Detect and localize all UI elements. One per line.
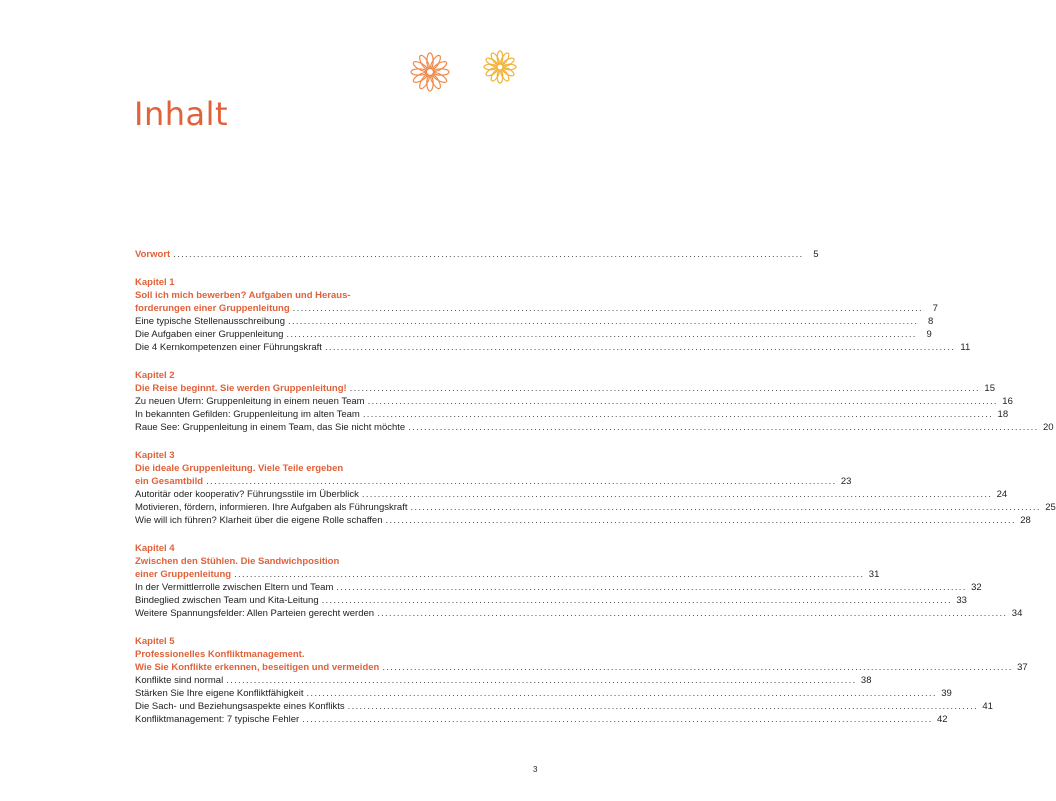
chapter-label: Kapitel 4 <box>135 543 175 554</box>
toc-chapter <box>135 635 1028 726</box>
toc-entry[interactable] <box>135 594 967 607</box>
toc-entry-label: Wie will ich führen? Klarheit über die eigene Rolle schaffen <box>135 515 383 526</box>
toc-entry-label: In bekannten Gefilden: Gruppenleitung im alten Team <box>135 409 360 420</box>
toc-entry[interactable] <box>135 514 1031 527</box>
chapter-title-entry[interactable] <box>135 382 995 395</box>
toc-vorwort <box>135 248 819 261</box>
toc-entry-label: Konflikte sind normal <box>135 675 224 686</box>
toc-entry-label: forderungen einer Gruppenleitung <box>135 303 290 314</box>
toc-entry-page: 18 <box>997 409 1009 420</box>
leader-dots: ................................................................................................................................................................ <box>226 675 857 686</box>
toc-entry[interactable] <box>135 328 932 341</box>
leader-dots: ................................................................................................................................................................ <box>173 249 804 260</box>
toc-entry[interactable] <box>135 501 1056 514</box>
toc-entry-page: 42 <box>936 714 948 725</box>
chapter-title-entry[interactable] <box>135 475 852 488</box>
page-number: 3 <box>533 765 538 774</box>
toc-entry[interactable] <box>135 408 1009 421</box>
leader-dots: ................................................................................................................................................................ <box>306 688 937 699</box>
toc-entry-label: In der Vermittlerrolle zwischen Eltern und Team <box>135 582 334 593</box>
toc-entry-page: 20 <box>1042 422 1054 433</box>
leader-dots: ................................................................................................................................................................ <box>292 303 923 314</box>
leader-dots: ................................................................................................................................................................ <box>302 714 933 725</box>
toc-entry-label: Vorwort <box>135 249 171 260</box>
toc-entry-page: 23 <box>840 476 852 487</box>
leader-dots: ................................................................................................................................................................ <box>321 595 952 606</box>
page-title: Inhalt <box>134 95 229 133</box>
toc-entry-label: Die Aufgaben einer Gruppenleitung <box>135 329 284 340</box>
flower-icon <box>484 51 516 83</box>
toc-entry-page: 33 <box>956 595 967 606</box>
leader-dots: ................................................................................................................................................................ <box>324 342 956 353</box>
chapter-title-line: Zwischen den Stühlen. Die Sandwichposition <box>135 556 340 567</box>
toc-entry-label: Motivieren, fördern, informieren. Ihre Aufgaben als Führungskraft <box>135 502 408 513</box>
toc-entry[interactable] <box>135 713 948 726</box>
toc-entry-label: Weitere Spannungsfelder: Allen Parteien gerecht werden <box>135 608 375 619</box>
toc-entry-label: Raue See: Gruppenleitung in einem Team, das Sie nicht möchte <box>135 422 406 433</box>
toc-entry[interactable] <box>135 687 952 700</box>
toc-entry[interactable] <box>135 341 971 354</box>
toc-entry-page: 34 <box>1011 608 1023 619</box>
toc-entry-label: Stärken Sie Ihre eigene Konfliktfähigkeit <box>135 688 304 699</box>
toc-entry[interactable] <box>135 248 819 261</box>
chapter-title-entry[interactable] <box>135 302 938 315</box>
chapter-title-line: Die ideale Gruppenleitung. Viele Teile ergeben <box>135 463 344 474</box>
leader-dots: ................................................................................................................................................................ <box>361 489 993 500</box>
leader-dots: ................................................................................................................................................................ <box>287 316 919 327</box>
leader-dots: ................................................................................................................................................................ <box>286 329 917 340</box>
toc-entry-label: Die 4 Kernkompetenzen einer Führungskraft <box>135 342 322 353</box>
leader-dots: ................................................................................................................................................................ <box>347 701 978 712</box>
toc-entry-page: 39 <box>941 688 952 699</box>
toc-entry-page: 24 <box>996 489 1008 500</box>
leader-dots: ................................................................................................................................................................ <box>385 515 1016 526</box>
leader-dots: ................................................................................................................................................................ <box>382 662 1013 673</box>
toc-entry-page: 8 <box>928 316 934 327</box>
toc-chapters <box>135 276 1056 726</box>
toc-entry-page: 5 <box>813 249 819 260</box>
toc-entry-label: Bindeglied zwischen Team und Kita-Leitung <box>135 595 319 606</box>
table-of-contents <box>135 248 1056 741</box>
leader-dots: ................................................................................................................................................................ <box>234 569 865 580</box>
toc-entry[interactable] <box>135 700 993 713</box>
flower-icon <box>411 53 449 91</box>
toc-entry[interactable] <box>135 607 1023 620</box>
toc-entry-page: 16 <box>1002 396 1013 407</box>
toc-entry-page: 25 <box>1045 502 1056 513</box>
toc-entry-label: einer Gruppenleitung <box>135 569 232 580</box>
chapter-label: Kapitel 3 <box>135 450 175 461</box>
toc-entry-label: Eine typische Stellenausschreibung <box>135 316 285 327</box>
toc-entry[interactable] <box>135 674 872 687</box>
chapter-title-line: Professionelles Konfliktmanagement. <box>135 649 305 660</box>
toc-entry-label: Autoritär oder kooperativ? Führungsstile im Überblick <box>135 489 359 500</box>
leader-dots: ................................................................................................................................................................ <box>336 582 967 593</box>
toc-chapter <box>135 276 971 354</box>
leader-dots: ................................................................................................................................................................ <box>362 409 994 420</box>
flower-decoration <box>0 0 572 150</box>
chapter-title-line: Soll ich mich bewerben? Aufgaben und Heraus- <box>135 290 351 301</box>
leader-dots: ................................................................................................................................................................ <box>408 422 1039 433</box>
toc-entry-label: Konfliktmanagement: 7 typische Fehler <box>135 714 300 725</box>
leader-dots: ................................................................................................................................................................ <box>377 608 1008 619</box>
toc-entry-label: Zu neuen Ufern: Gruppenleitung in einem neuen Team <box>135 396 365 407</box>
toc-entry-label: Wie Sie Konflikte erkennen, beseitigen und vermeiden <box>135 662 380 673</box>
chapter-label: Kapitel 1 <box>135 277 175 288</box>
toc-entry-page: 37 <box>1017 662 1028 673</box>
leader-dots: ................................................................................................................................................................ <box>367 396 998 407</box>
chapter-label: Kapitel 2 <box>135 370 175 381</box>
chapter-title-entry[interactable] <box>135 568 880 581</box>
toc-chapter <box>135 449 1056 527</box>
toc-entry-label: Die Reise beginnt. Sie werden Gruppenleitung! <box>135 383 347 394</box>
toc-entry-page: 11 <box>960 342 971 353</box>
toc-entry-page: 7 <box>932 303 938 314</box>
toc-entry-label: ein Gesamtbild <box>135 476 204 487</box>
chapter-label: Kapitel 5 <box>135 636 175 647</box>
toc-chapter <box>135 369 1054 434</box>
toc-entry[interactable] <box>135 581 982 594</box>
leader-dots: ................................................................................................................................................................ <box>410 502 1041 513</box>
toc-entry-label: Die Sach- und Beziehungsaspekte eines Konflikts <box>135 701 345 712</box>
toc-entry-page: 31 <box>868 569 880 580</box>
toc-entry[interactable] <box>135 315 934 328</box>
toc-entry-page: 32 <box>971 582 982 593</box>
toc-entry-page: 28 <box>1020 515 1031 526</box>
chapter-title-entry[interactable] <box>135 661 1028 674</box>
toc-chapter <box>135 542 1023 620</box>
toc-entry[interactable] <box>135 488 1008 501</box>
leader-dots: ................................................................................................................................................................ <box>206 476 837 487</box>
toc-entry-page: 41 <box>982 701 993 712</box>
toc-entry[interactable] <box>135 421 1054 434</box>
toc-entry[interactable] <box>135 395 1013 408</box>
leader-dots: ................................................................................................................................................................ <box>349 383 980 394</box>
toc-entry-page: 15 <box>984 383 995 394</box>
toc-entry-page: 9 <box>926 329 932 340</box>
toc-entry-page: 38 <box>860 675 872 686</box>
